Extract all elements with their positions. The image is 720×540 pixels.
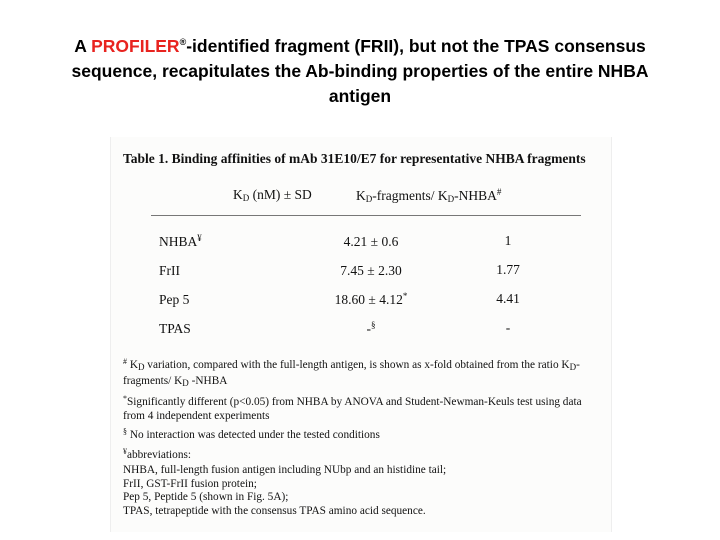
footnote-abbreviations-heading — [123, 445, 603, 463]
header-ratio-mark: # — [496, 187, 502, 197]
footnote-no-interaction — [123, 425, 603, 443]
row-ratio: 1.77 — [496, 262, 520, 277]
footnote-mark: * — [123, 394, 127, 403]
header-ratio-k1: K — [356, 188, 366, 203]
header-ratio-sub2: D — [447, 194, 455, 204]
footnote-text: abbreviations: — [127, 448, 191, 461]
row-name — [159, 291, 189, 308]
footnotes — [123, 355, 603, 518]
footnote-significance — [123, 392, 603, 423]
row-name-text: NHBA — [159, 234, 198, 249]
footnote-mark: # — [123, 357, 127, 366]
row-kd — [311, 262, 431, 279]
footnote-sub: D — [569, 362, 577, 372]
title-prefix: A — [74, 35, 92, 56]
header-ratio-sub1: D — [365, 194, 373, 204]
row-kd-mark: * — [402, 291, 408, 301]
row-ratio: 4.41 — [496, 291, 520, 306]
row-kd-mark: § — [371, 320, 376, 330]
row-kd-text: 18.60 ± 4.12 — [334, 292, 403, 307]
header-rule — [151, 215, 581, 216]
footnote-sub: D — [182, 377, 189, 388]
row-name — [159, 233, 202, 250]
abbreviation-item: FrII, GST-FrII fusion protein; — [123, 477, 257, 490]
header-kd — [233, 187, 312, 203]
row-name-text: FrII — [159, 263, 180, 278]
header-kd-k: K — [233, 187, 243, 202]
row-kd-text: 4.21 ± 0.6 — [343, 234, 399, 249]
footnote-text: Significantly different (p<0.05) from NHBA by ANOVA and Student-Newman-Keuls test using data from 4 independent experiments — [123, 396, 582, 422]
row-kd — [311, 320, 431, 337]
table-row — [111, 291, 611, 311]
footnote-text: -fragments/ K — [123, 359, 580, 387]
footnote-kd-variation — [123, 355, 603, 390]
abbreviation-item: Pep 5, Peptide 5 (shown in Fig. 5A); — [123, 491, 289, 503]
row-kd — [311, 233, 431, 250]
header-ratio-mid: -fragments/ K — [372, 188, 448, 203]
row-kd-text: - — [366, 321, 371, 336]
row-name-text: Pep 5 — [159, 292, 190, 307]
table-row — [111, 233, 611, 253]
header-kd-sub: D — [242, 193, 250, 203]
footnote-text: No interaction was detected under the tested conditions — [127, 429, 380, 441]
footnote-text: variation, compared with the full-length antigen, is shown as x-fold obtained from the ratio K — [144, 359, 570, 371]
table-caption: Table 1. Binding affinities of mAb 31E10/E7 for representative NHBA fragments — [123, 151, 586, 166]
row-name-text: TPAS — [159, 321, 191, 336]
footnote-mark: ¥ — [123, 446, 127, 456]
header-ratio-end: -NHBA — [454, 188, 497, 203]
row-ratio: 1 — [504, 233, 512, 248]
slide-title — [60, 30, 660, 109]
footnote-sub: D — [137, 362, 145, 372]
row-ratio: - — [505, 320, 511, 335]
abbreviation-item: TPAS, tetrapeptide with the consensus TPAS amino acid sequence. — [123, 504, 426, 517]
row-name-mark: ¥ — [197, 233, 202, 243]
row-name — [159, 262, 180, 279]
table-image — [110, 137, 612, 532]
footnote-text: K — [127, 359, 138, 371]
table-row — [111, 262, 611, 282]
footnote-mark: § — [123, 427, 127, 436]
table-row — [111, 320, 611, 340]
row-kd — [311, 291, 431, 308]
footnote-text: -NHBA — [188, 374, 228, 387]
title-registered-mark: ® — [179, 37, 187, 47]
row-name — [159, 320, 191, 337]
title-text: -identified fragment (FRII), but not the TPAS consensus sequence, recapitulates the Ab-binding properties of the entire NHBA antigen — [71, 35, 649, 106]
title-brand: PROFILER — [91, 35, 180, 56]
abbreviation-item: NHBA, full-length fusion antigen including NUbp and an histidine tail; — [123, 464, 447, 476]
header-ratio — [356, 187, 501, 204]
header-kd-suffix: (nM) ± SD — [249, 187, 312, 202]
row-kd-text: 7.45 ± 2.30 — [340, 263, 402, 278]
